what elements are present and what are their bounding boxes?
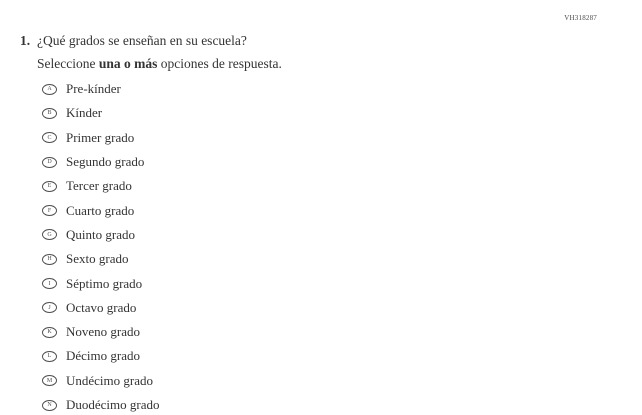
options-list (42, 77, 642, 415)
response-oval-icon[interactable] (42, 278, 57, 289)
question (20, 33, 642, 48)
option-label: Décimo grado (66, 348, 141, 364)
answer-option-sexto-grado[interactable] (42, 247, 642, 271)
response-oval-icon[interactable] (42, 181, 57, 192)
oval-letter: H (47, 256, 52, 263)
answer-option-pre-kinder[interactable] (42, 77, 642, 101)
option-label: Cuarto grado (66, 202, 135, 218)
response-oval-icon[interactable] (42, 205, 57, 216)
oval-letter: G (47, 231, 52, 238)
answer-option-primer-grado[interactable] (42, 126, 642, 150)
instruction-bold: una o más (98, 56, 158, 71)
response-oval-icon[interactable] (42, 327, 57, 338)
oval-letter: N (47, 402, 52, 408)
instruction-suffix: opciones de respuesta. (157, 56, 282, 71)
option-label: Pre-kínder (66, 81, 121, 97)
answer-option-decimo-grado[interactable] (42, 344, 642, 368)
instruction-prefix: Seleccione (37, 56, 99, 71)
answer-option-cuarto-grado[interactable] (42, 198, 642, 222)
answer-option-septimo-grado[interactable] (42, 271, 642, 295)
question-number: 1. (20, 33, 31, 48)
answer-option-quinto-grado[interactable] (42, 223, 642, 247)
response-oval-icon[interactable] (42, 302, 57, 313)
oval-letter: J (48, 304, 51, 311)
response-oval-icon[interactable] (42, 229, 57, 240)
question-instruction (37, 56, 642, 71)
oval-letter: D (47, 159, 52, 166)
response-oval-icon[interactable] (42, 157, 57, 168)
option-label: Primer grado (66, 129, 135, 145)
answer-option-octavo-grado[interactable] (42, 296, 642, 320)
option-label: Octavo grado (66, 299, 137, 315)
response-oval-icon[interactable] (42, 375, 57, 386)
oval-letter: K (47, 329, 52, 336)
option-label: Noveno grado (66, 324, 141, 340)
option-label: Séptimo grado (66, 275, 143, 291)
answer-option-segundo-grado[interactable] (42, 150, 642, 174)
oval-letter: L (47, 353, 52, 360)
answer-option-noveno-grado[interactable] (42, 320, 642, 344)
form-code: VH318287 (564, 14, 597, 22)
oval-letter: E (47, 183, 52, 190)
oval-letter: I (48, 280, 51, 287)
option-label: Sexto grado (66, 251, 129, 267)
oval-letter: A (47, 86, 52, 93)
option-label: Kínder (66, 105, 103, 121)
option-label: Segundo grado (66, 154, 145, 170)
response-oval-icon[interactable] (42, 84, 57, 95)
oval-letter: B (47, 110, 52, 117)
answer-option-undecimo-grado[interactable] (42, 369, 642, 393)
response-oval-icon[interactable] (42, 132, 57, 143)
response-oval-icon[interactable] (42, 400, 57, 411)
oval-letter: F (47, 207, 52, 214)
option-label: Duodécimo grado (66, 397, 160, 412)
answer-option-duodecimo-grado[interactable] (42, 393, 642, 415)
response-oval-icon[interactable] (42, 351, 57, 362)
option-label: Tercer grado (66, 178, 132, 194)
option-label: Quinto grado (66, 226, 135, 242)
response-oval-icon[interactable] (42, 108, 57, 119)
oval-letter: M (46, 377, 53, 384)
oval-letter: C (47, 134, 52, 141)
answer-option-kinder[interactable] (42, 101, 642, 125)
option-label: Undécimo grado (66, 372, 154, 388)
question-text: ¿Qué grados se enseñan en su escuela? (37, 33, 247, 48)
answer-option-tercer-grado[interactable] (42, 174, 642, 198)
response-oval-icon[interactable] (42, 254, 57, 265)
